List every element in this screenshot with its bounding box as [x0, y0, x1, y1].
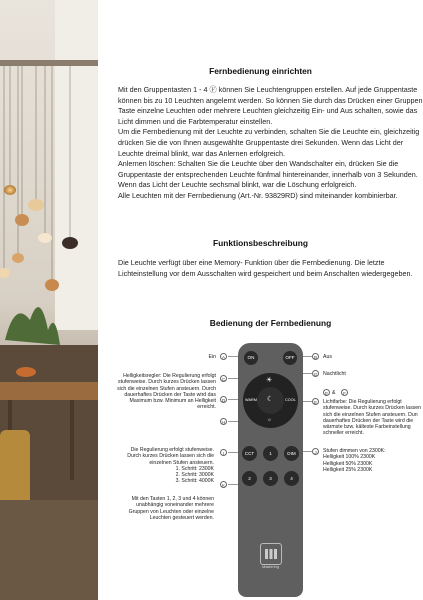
label-groups: Mit den Tasten 1, 2, 3 und 4 können unabhängig voneinander mehrere Gruppen von Leuchten oder einzelne Leuchten gesteuert werden.	[128, 496, 214, 521]
brightness-icon[interactable]: ☀	[266, 377, 273, 384]
marker-b: B	[313, 355, 318, 360]
marker-d: D	[221, 398, 226, 403]
cool-button[interactable]: COOL	[285, 398, 296, 402]
setup-paragraph	[118, 85, 423, 202]
group-1-button[interactable]: 1	[263, 446, 278, 461]
setup-paragraph-3: Anlernen löschen: Schalten Sie die Leuchte über den Wandschalter ein, drücken Sie die Gruppentaste der entsprechenden Leuchte fünfmal hintereinander, innerhalb von 3 Sekunden. Wenn das Licht der Leuchte sechsmal blinkt, war die Löschung erfolgreich.	[118, 159, 418, 190]
setup-paragraph-4: Alle Leuchten mit der Fernbedienung (Art.-Nr. 93829RD) sind miteinander kombinierbar.	[118, 190, 398, 200]
content-area	[98, 0, 423, 600]
dim-icon[interactable]: ☼	[267, 417, 272, 423]
label-color-temperature: Lichtfarbe: Die Regulierung erfolgt stufenweise. Durch kurzes Drücken lassen sich die einzelnen Stufen ansteuern. Dun dauerhaftes Drücken der Taste wird die wärmste bzw. kälteste Farbeinstellung schneller erreicht.	[323, 399, 422, 437]
marker-c: C	[221, 377, 226, 382]
pendant-lights-photo	[0, 0, 98, 600]
label-cct: Die Regulierung erfolgt stufenweise. Durch kurzes Drücken lassen sich die einzelnen Stufen ansteuern. 1. Schritt: 2300K 2. Schritt: 3000K 3. Schritt: 4000K	[127, 447, 214, 485]
label-dim-steps: Stufen dimmen von 2300K: Helligkeit 100% 2300K Helligkeit 50% 2300K Helligkeit 25% 2300K	[323, 448, 386, 473]
group-2-button[interactable]: 2	[242, 471, 257, 486]
marker-g: G	[313, 372, 318, 377]
off-button[interactable]: OFF	[283, 351, 297, 365]
setup-paragraph-1: Mit den Gruppentasten 1 - 4 Ⓕ können Sie Leuchtengruppen erstellen. Auf jede Gruppentaste können bis zu 10 Leuchten angelernt werden. So können Sie durch das Drücken einer Gruppen Taste einzelne Leuchten oder mehrere Leuchten gleichzeitig Ein- und Aus schalten, sowie das Licht dimmen und die Farbtemperatur einstellen.	[118, 85, 423, 126]
night-light-button[interactable]	[257, 387, 284, 414]
section-title-setup: Fernbedienung einrichten	[209, 66, 312, 76]
marker-k: K	[221, 483, 226, 488]
interior-photo	[0, 0, 98, 600]
warm-button[interactable]: WARM	[245, 398, 257, 402]
marker-i: I	[220, 449, 227, 456]
group-3-button[interactable]: 3	[263, 471, 278, 486]
marker-ampersand: &	[332, 390, 336, 396]
marker-e: E	[324, 391, 329, 396]
remote-control	[238, 343, 303, 597]
control-wheel	[243, 373, 298, 428]
dim-button[interactable]: DIM	[284, 446, 299, 461]
marker-j: J	[312, 448, 319, 455]
on-button[interactable]: ON	[244, 351, 258, 365]
marker-h: H	[221, 420, 226, 425]
setup-paragraph-2: Um die Fernbedienung mit der Leuchte zu verbinden, schalten Sie die Leuchte ein, gleichzeitig drücken Sie die von Ihnen ausgewählte Gruppentaste drei Sekunden. Wenn das Licht der Leuchte dreimal blinkt, war das Anlernen erfolgreich.	[118, 127, 420, 158]
brand-logo-icon	[260, 543, 282, 565]
marker-f: F	[341, 389, 348, 396]
section-title-function: Funktionsbeschreibung	[213, 238, 308, 248]
section-title-remote: Bedienung der Fernbedienung	[209, 318, 332, 328]
label-night-light: Nachtlicht	[323, 371, 346, 377]
label-on: Ein	[208, 354, 216, 360]
label-off: Aus	[323, 354, 332, 360]
marker-e-leader: E	[313, 400, 318, 405]
marker-a: A	[221, 355, 226, 360]
function-paragraph: Die Leuchte verfügt über eine Memory- Funktion über die Fernbedienung. Die letzte Lichteinstellung vor dem Ausschalten wird gespeichert und beim Anschalten wiedergegeben.	[118, 258, 413, 278]
cct-button[interactable]: CCT	[242, 446, 257, 461]
moon-icon: ☾	[267, 396, 274, 403]
brand-name: Mastering	[262, 565, 279, 569]
group-4-button[interactable]: 4	[284, 471, 299, 486]
label-brightness-regulator: Helligkeitsregler: Die Regulierung erfolgt stufenweise. Durch kurzes Drücken lassen sich die einzelnen Stufen ansteuern. Durch dauerhaftes Drücken der Taste wird das Maximum bzw. Minimum an Helligkeit erreicht.	[117, 373, 216, 411]
